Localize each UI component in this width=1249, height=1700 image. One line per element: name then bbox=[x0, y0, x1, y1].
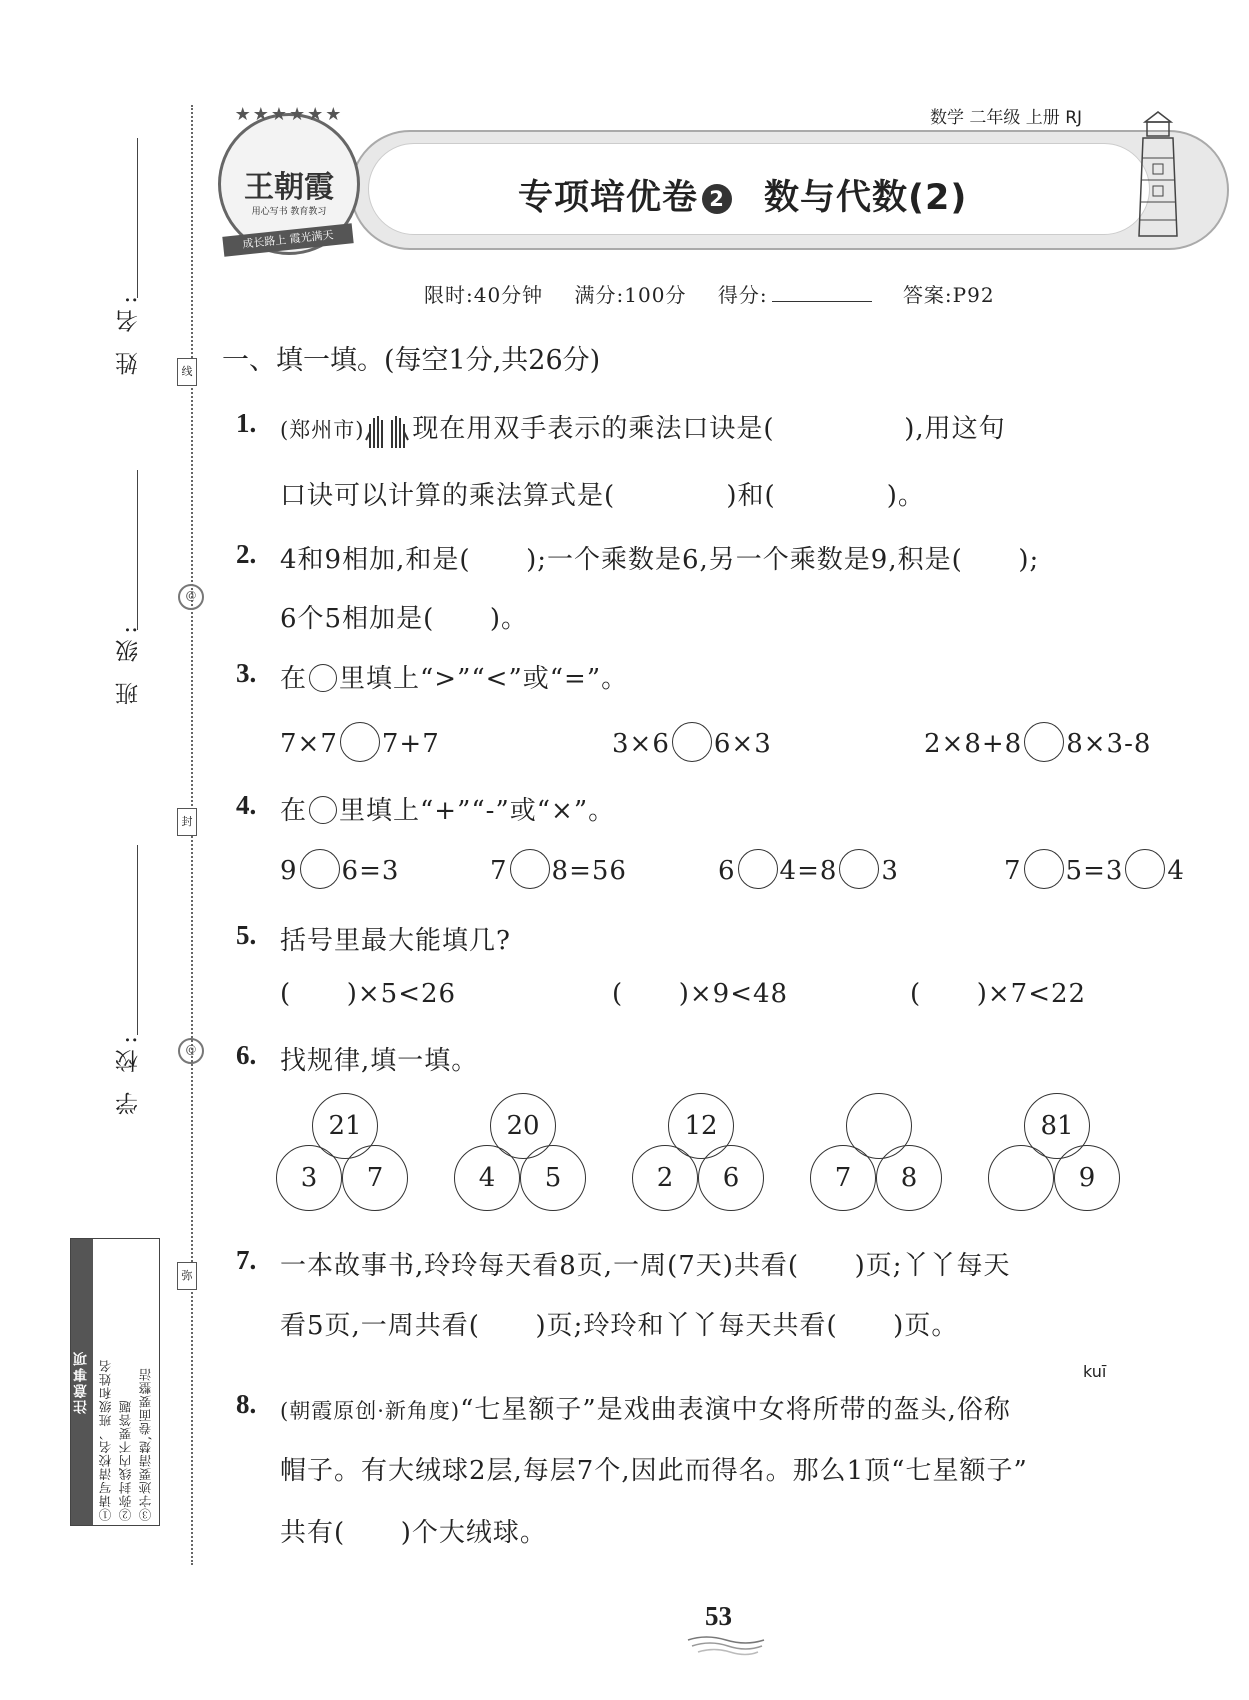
number-circle-group bbox=[810, 1093, 950, 1223]
question-number: 2. bbox=[236, 539, 257, 569]
q8-line3: 共有( )个大绒球。 bbox=[280, 1518, 547, 1548]
score-blank[interactable] bbox=[772, 301, 872, 302]
q4-num: 9 bbox=[280, 856, 298, 886]
title-prefix: 专项培优卷 bbox=[518, 178, 699, 218]
compare-circle[interactable] bbox=[1024, 722, 1064, 762]
title-number-badge: 2 bbox=[702, 184, 732, 214]
q3-intro-a: 在 bbox=[280, 664, 308, 694]
q3-expr: 7×7 bbox=[280, 729, 338, 759]
name-blank-line bbox=[137, 138, 138, 298]
grade-info: 数学 二年级 上册 RJ bbox=[930, 108, 1083, 128]
pattern-top-circle: 20 bbox=[490, 1093, 556, 1159]
time-limit: 限时:40分钟 bbox=[424, 283, 544, 307]
pattern-left-circle-blank[interactable] bbox=[988, 1145, 1054, 1211]
question-number: 8. bbox=[236, 1389, 257, 1419]
exam-meta bbox=[424, 279, 995, 308]
operator-circle[interactable] bbox=[1125, 849, 1165, 889]
q4-intro-a: 在 bbox=[280, 796, 308, 826]
q5-item: ( )×7<22 bbox=[910, 979, 1087, 1009]
pattern-top-circle: 81 bbox=[1024, 1093, 1090, 1159]
q6-text: 找规律,填一填。 bbox=[280, 1046, 479, 1076]
operator-circle[interactable] bbox=[1024, 849, 1064, 889]
q7-line2: 看5页,一周共看( )页;玲玲和丫丫每天共看( )页。 bbox=[280, 1311, 959, 1341]
seal-mark-mi: 弥 bbox=[177, 1262, 197, 1290]
stars-icon: ★★★★★★ bbox=[234, 104, 344, 125]
q3-intro bbox=[280, 658, 628, 695]
pattern-top-circle: 21 bbox=[312, 1093, 378, 1159]
operator-circle[interactable] bbox=[300, 849, 340, 889]
q8-line1 bbox=[280, 1389, 1011, 1426]
pattern-right-circle: 6 bbox=[698, 1145, 764, 1211]
page-number: 53 bbox=[705, 1601, 732, 1631]
q2-line1: 4和9相加,和是( );一个乘数是6,另一个乘数是9,积是( ); bbox=[280, 545, 1040, 575]
brand-logo bbox=[218, 104, 360, 255]
number-circle-group bbox=[454, 1093, 594, 1223]
logo-slogan: 用心写书 教育教习 bbox=[251, 207, 327, 217]
q3-item bbox=[280, 728, 440, 762]
q3-intro-b: 里填上“>”“<”或“=”。 bbox=[339, 664, 629, 694]
score-label: 得分: bbox=[717, 283, 768, 307]
q7-line1: 一本故事书,玲玲每天看8页,一周(7天)共看( )页;丫丫每天 bbox=[280, 1251, 1011, 1281]
q5-item: ( )×9<48 bbox=[612, 979, 789, 1009]
notice-item: ③字迹要清楚,卷面要整洁 bbox=[138, 1367, 153, 1521]
q1-line2: 口诀可以计算的乘法算式是( )和( )。 bbox=[280, 481, 925, 511]
pattern-left-circle: 7 bbox=[810, 1145, 876, 1211]
hands-icon bbox=[364, 410, 412, 450]
swirl-icon: @ bbox=[178, 1038, 204, 1064]
q3-item bbox=[612, 728, 772, 762]
swirl-icon: @ bbox=[178, 584, 204, 610]
operator-circle[interactable] bbox=[839, 849, 879, 889]
pattern-right-circle: 9 bbox=[1054, 1145, 1120, 1211]
pattern-left-circle: 2 bbox=[632, 1145, 698, 1211]
answer-ref: 答案:P92 bbox=[902, 283, 995, 307]
logo-brand-name: 王朝霞 bbox=[244, 170, 334, 205]
question-number: 4. bbox=[236, 790, 257, 820]
q4-num: 5=3 bbox=[1065, 856, 1124, 886]
school-blank-line bbox=[137, 845, 138, 1035]
pattern-right-circle: 7 bbox=[342, 1145, 408, 1211]
compare-circle[interactable] bbox=[340, 722, 380, 762]
q5-text: 括号里最大能填几? bbox=[280, 926, 511, 956]
logo-ribbon: 成长路上 霞光满天 bbox=[222, 223, 353, 256]
q4-num: 6=3 bbox=[341, 856, 400, 886]
q4-num: 6 bbox=[718, 856, 736, 886]
question-number: 7. bbox=[236, 1245, 257, 1275]
q1-source: (郑州市) bbox=[280, 418, 365, 442]
q4-num: 8=56 bbox=[551, 856, 627, 886]
pattern-left-circle: 4 bbox=[454, 1145, 520, 1211]
q4-num: 7 bbox=[490, 856, 508, 886]
q4-num: 3 bbox=[881, 856, 899, 886]
q4-num: 4 bbox=[1167, 856, 1185, 886]
q1-text1: 现在用双手表示的乘法口诀是( ),用这句 bbox=[412, 414, 1006, 444]
lighthouse-icon bbox=[1135, 110, 1181, 240]
pattern-right-circle: 5 bbox=[520, 1145, 586, 1211]
compare-circle[interactable] bbox=[672, 722, 712, 762]
school-label: 学 校: bbox=[116, 1030, 142, 1116]
pattern-right-circle: 8 bbox=[876, 1145, 942, 1211]
circle-blank-icon bbox=[309, 664, 337, 692]
seal-mark-feng: 封 bbox=[177, 808, 197, 836]
number-circle-group bbox=[988, 1093, 1128, 1223]
question-number: 3. bbox=[236, 658, 257, 688]
number-circle-group bbox=[632, 1093, 772, 1223]
pattern-left-circle: 3 bbox=[276, 1145, 342, 1211]
operator-circle[interactable] bbox=[510, 849, 550, 889]
pattern-top-circle: 12 bbox=[668, 1093, 734, 1159]
q2-line2: 6个5相加是( )。 bbox=[280, 604, 528, 634]
notice-heading: 注意事项 bbox=[71, 1239, 93, 1525]
q4-item bbox=[718, 855, 899, 889]
section-title: 一、填一填。(每空1分,共26分) bbox=[222, 345, 601, 376]
q5-item: ( )×5<26 bbox=[280, 979, 457, 1009]
title-suffix: 数与代数(2) bbox=[764, 178, 968, 218]
q3-expr: 8×3-8 bbox=[1066, 729, 1152, 759]
wave-ornament-icon bbox=[686, 1632, 766, 1656]
notice-item: ①请写清校名、班级和姓名 bbox=[98, 1359, 113, 1521]
question-number: 6. bbox=[236, 1040, 257, 1070]
q3-expr: 6×3 bbox=[713, 729, 772, 759]
q4-intro bbox=[280, 790, 615, 827]
circle-blank-icon bbox=[309, 796, 337, 824]
q3-expr: 3×6 bbox=[612, 729, 670, 759]
q8-line2: 帽子。有大绒球2层,每层7个,因此而得名。那么1顶“七星额子” bbox=[280, 1456, 1028, 1486]
class-blank-line bbox=[137, 470, 138, 630]
pinyin-annotation: kuī bbox=[1083, 1362, 1107, 1381]
q3-expr: 7+7 bbox=[381, 729, 440, 759]
question-number: 5. bbox=[236, 920, 257, 950]
question-number: 1. bbox=[236, 408, 257, 438]
q4-item bbox=[490, 855, 627, 889]
q4-item bbox=[280, 855, 399, 889]
q4-num: 4=8 bbox=[779, 856, 838, 886]
q3-item bbox=[924, 728, 1151, 762]
number-circle-group bbox=[276, 1093, 416, 1223]
full-score: 满分:100分 bbox=[574, 283, 687, 307]
q4-num: 7 bbox=[1004, 856, 1022, 886]
q4-intro-b: 里填上“+”“-”或“×”。 bbox=[339, 796, 616, 826]
seal-mark-xian: 线 bbox=[177, 358, 197, 386]
notice-box bbox=[70, 1238, 160, 1526]
q4-item bbox=[1004, 855, 1185, 889]
q1-line1 bbox=[280, 408, 1006, 450]
q3-expr: 2×8+8 bbox=[924, 729, 1023, 759]
class-label: 班 级: bbox=[116, 620, 142, 706]
name-label: 姓 名: bbox=[116, 290, 142, 376]
q8-text1: “七星额子”是戏曲表演中女将所带的盔头,俗称 bbox=[460, 1395, 1011, 1425]
notice-item: ②弥封线内不要答题 bbox=[118, 1399, 133, 1521]
page-title bbox=[518, 170, 967, 220]
operator-circle[interactable] bbox=[738, 849, 778, 889]
q8-source: (朝霞原创·新角度) bbox=[280, 1399, 461, 1423]
